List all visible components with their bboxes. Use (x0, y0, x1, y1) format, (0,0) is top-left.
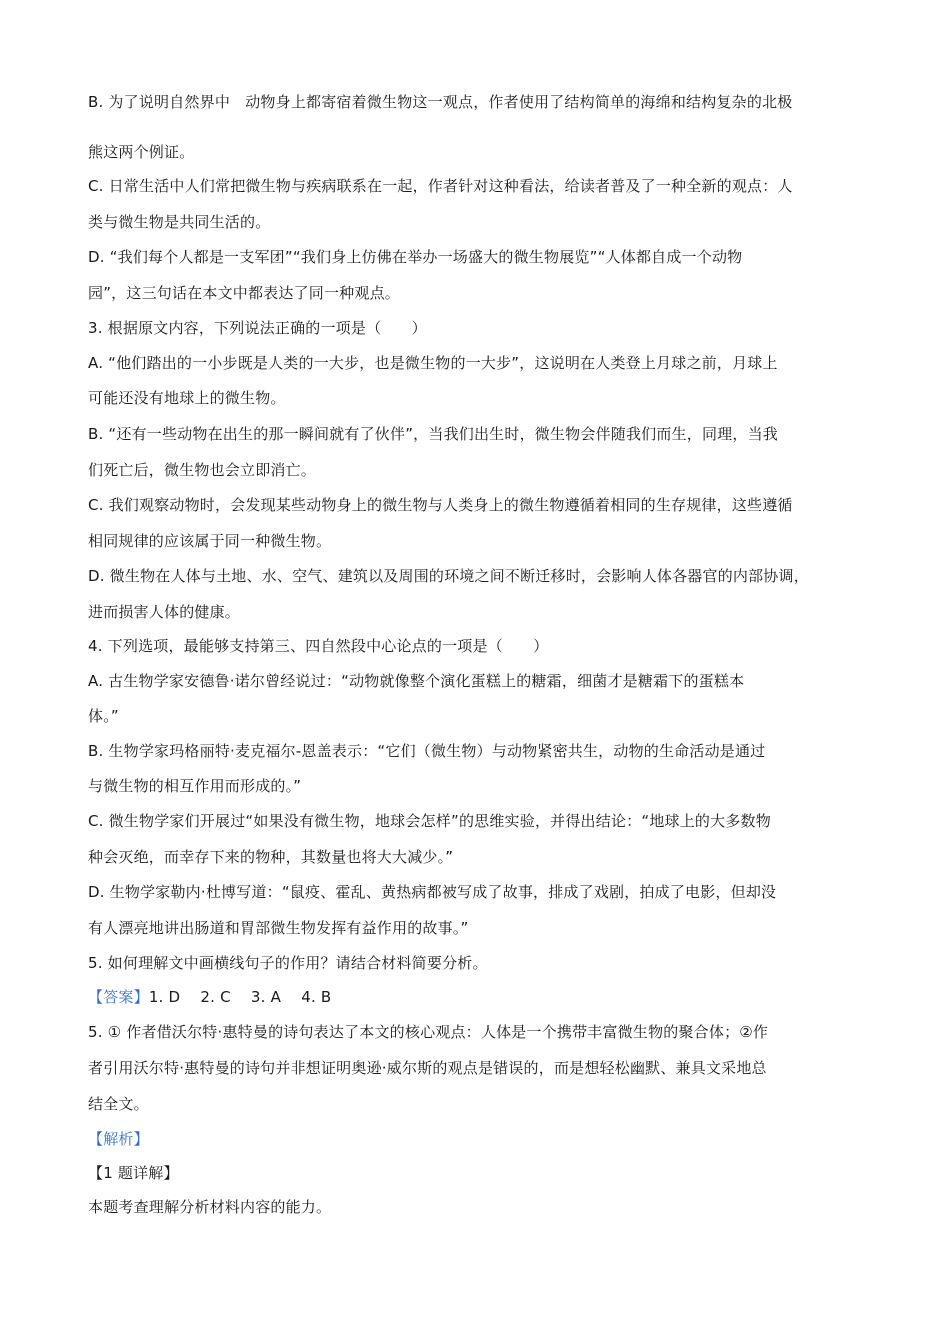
q4-option-a-line-2: 体。” (88, 707, 119, 725)
option-c-line-1: C. 日常生活中人们常把微生物与疾病联系在一起，作者针对这种看法，给读者普及了一种全新的观点：人 (88, 177, 793, 195)
analysis-label: 【解析】 (88, 1130, 149, 1148)
answer-row (88, 987, 331, 1007)
question-5: 5. 如何理解文中画横线句子的作用？请结合材料简要分析。 (88, 954, 488, 972)
q4-option-c-line-2: 种会灭绝，而幸存下来的物种，其数量也将大大减少。” (88, 848, 454, 866)
q3-option-a-line-2: 可能还没有地球上的微生物。 (88, 389, 286, 407)
option-c-line-2: 类与微生物是共同生活的。 (88, 213, 271, 231)
answer-5-line-3: 结全文。 (88, 1095, 149, 1113)
q4-option-b-line-2: 与微生物的相互作用而形成的。” (88, 777, 302, 795)
option-b-line-2: 熊这两个例证。 (88, 143, 195, 161)
q3-option-b-line-2: 们死亡后，微生物也会立即消亡。 (88, 461, 317, 479)
q4-option-d-line-2: 有人漂亮地讲出肠道和胃部微生物发挥有益作用的故事。” (88, 919, 469, 937)
q3-option-c-line-1: C. 我们观察动物时，会发现某些动物身上的微生物与人类身上的微生物遵循着相同的生存规律，这些遵循 (88, 496, 793, 514)
option-d-line-1: D. “我们每个人都是一支军团”“我们身上仿佛在举办一场盛大的微生物展览”“人体都自成一个动物 (88, 248, 743, 266)
q4-option-c-line-1: C. 微生物学家们开展过“如果没有微生物，地球会怎样”的思维实验，并得出结论：“地球上的大多数物 (88, 812, 771, 830)
q4-option-b-line-1: B. 生物学家玛格丽特·麦克福尔-恩盖表示：“它们（微生物）与动物紧密共生，动物的生命活动是通过 (88, 742, 766, 760)
q3-option-c-line-2: 相同规律的应该属于同一种微生物。 (88, 532, 332, 550)
question-4: 4. 下列选项，最能够支持第三、四自然段中心论点的一项是（ ） (88, 637, 549, 655)
q3-option-b-line-1: B. “还有一些动物在出生的那一瞬间就有了伙伴”，当我们出生时，微生物会伴随我们而生，同理，当我 (88, 425, 778, 443)
q4-option-d-line-1: D. 生物学家勒内·杜博写道：“鼠疫、霍乱、黄热病都被写成了故事，排成了戏剧，拍成了电影，但却没 (88, 883, 777, 901)
detail-heading: 【1 题详解】 (88, 1164, 179, 1182)
question-3: 3. 根据原文内容，下列说法正确的一项是（ ） (88, 319, 427, 337)
q4-option-a-line-1: A. 古生物学家安德鲁·诺尔曾经说过：“动物就像整个演化蛋糕上的糖霜，细菌才是糖霜下的蛋糕本 (88, 672, 745, 690)
answer-text: 1. D 2. C 3. A 4. B (148, 988, 332, 1006)
answer-5-line-2: 者引用沃尔特·惠特曼的诗句并非想证明奥逊·威尔斯的观点是错误的，而是想轻松幽默、兼具文采地总 (88, 1059, 767, 1077)
option-b-line-1: B. 为了说明自然界中 动物身上都寄宿着微生物这一观点，作者使用了结构简单的海绵和结构复杂的北极 (88, 93, 793, 111)
q3-option-d-line-1: D. 微生物在人体与土地、水、空气、建筑以及周围的环境之间不断迁移时，会影响人体各器官的内部协调， (88, 567, 809, 585)
detail-text: 本题考查理解分析材料内容的能力。 (88, 1198, 332, 1216)
q3-option-d-line-2: 进而损害人体的健康。 (88, 603, 241, 621)
answer-5-line-1: 5. ① 作者借沃尔特·惠特曼的诗句表达了本文的核心观点：人体是一个携带丰富微生物的聚合体；②作 (88, 1023, 769, 1041)
answer-label: 【答案】 (88, 988, 149, 1006)
option-d-line-2: 园”，这三句话在本文中都表达了同一种观点。 (88, 284, 400, 302)
q3-option-a-line-1: A. “他们踏出的一小步既是人类的一大步，也是微生物的一大步”，这说明在人类登上月球之前，月球上 (88, 354, 778, 372)
